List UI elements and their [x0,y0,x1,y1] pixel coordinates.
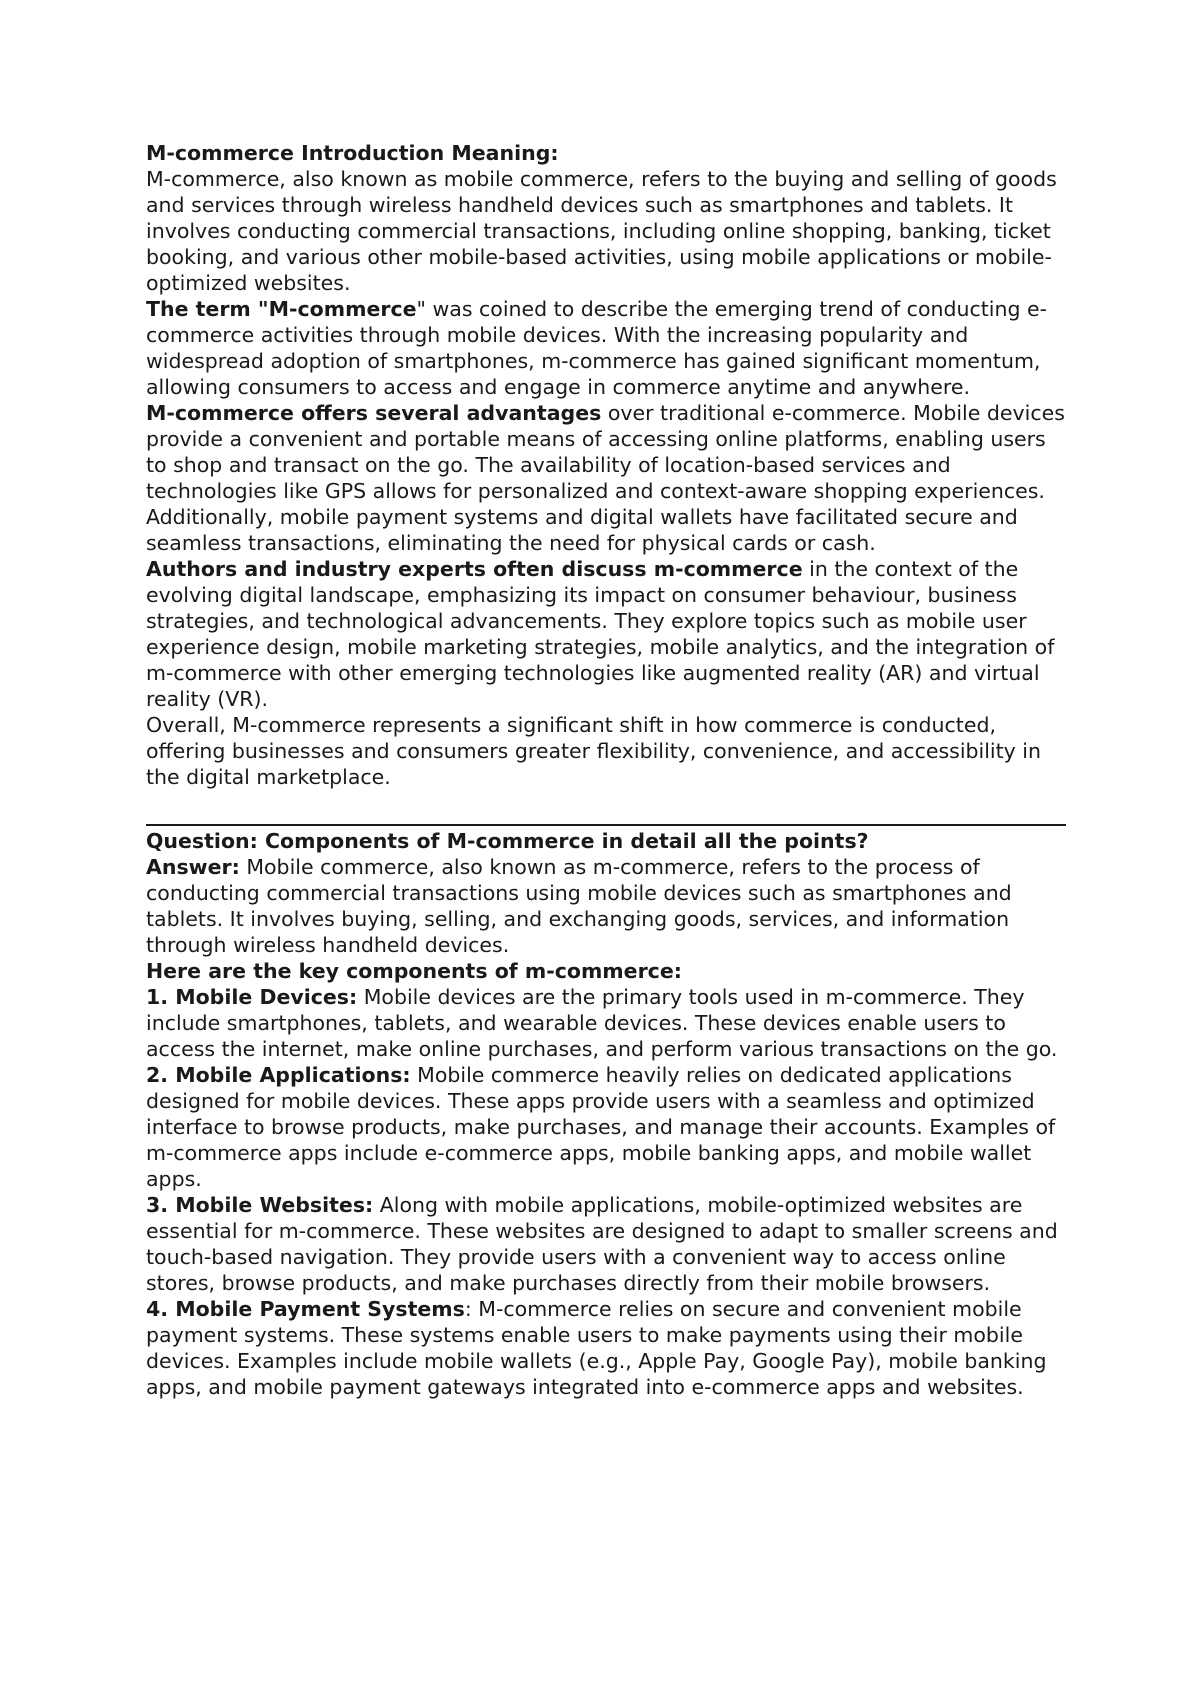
experts-lead: Authors and industry experts often discuss m-commerce [146,557,803,581]
component-text: Mobile commerce heavily relies on dedicated applications designed for mobile devices. These apps provide users with a seamless and optimized interface to browse products, make purchases, and manage their accounts. Examples of m-commerce apps include e-commerce apps, mobile banking apps, and mobile wallet apps. [146,1063,1056,1191]
component-item-mobile-devices [146,984,1066,1062]
component-label: 4. Mobile Payment Systems [146,1297,465,1321]
component-item-mobile-websites [146,1192,1066,1296]
question-heading: Question: Components of M-commerce in detail all the points? [146,829,869,853]
answer-label: Answer: [146,855,240,879]
experts-rest: in the context of the evolving digital landscape, emphasizing its impact on consumer behaviour, business strategies, and technological advancements. They explore topics such as mobile user experience design, mobile marketing strategies, mobile analytics, and the integration of m-commerce with other emerging technologies like augmented reality (AR) and virtual reality (VR). [146,557,1055,711]
intro-paragraph-1: M-commerce, also known as mobile commerce, refers to the buying and selling of goods and services through wireless handheld devices such as smartphones and tablets. It involves conducting commercial transactions, including online shopping, banking, ticket booking, and various other mobile-based activities, using mobile applications or mobile-optimized websites. [146,167,1057,295]
component-item-mobile-payment-systems [146,1296,1066,1400]
answer-paragraph [146,854,1066,958]
component-label: 1. Mobile Devices: [146,985,358,1009]
intro-paragraph-5: Overall, M-commerce represents a significant shift in how commerce is conducted, offering businesses and consumers greater flexibility, convenience, and accessibility in the digital marketplace. [146,713,1041,789]
component-text: : M-commerce relies on secure and convenient mobile payment systems. These systems enable users to make payments using their mobile devices. Examples include mobile wallets (e.g., Apple Pay, Google Pay), mobile banking apps, and mobile payment gateways integrated into e-commerce apps and websites. [146,1297,1047,1399]
component-text: Along with mobile applications, mobile-optimized websites are essential for m-commerce. These websites are designed to adapt to smaller screens and touch-based navigation. They provide users with a convenient way to access online stores, browse products, and make purchases directly from their mobile browsers. [146,1193,1058,1295]
term-quote-end: " [416,297,426,321]
advantages-rest: over traditional e-commerce. Mobile devices provide a convenient and portable means of accessing online platforms, enabling users to shop and transact on the go. The availability of location-based services and technologies like GPS allows for personalized and context-aware shopping experiences. Additionally, mobile payment systems and digital wallets have facilitated secure and seamless transactions, eliminating the need for physical cards or cash. [146,401,1065,555]
term-lead: The term "M-commerce [146,297,417,321]
component-label: 3. Mobile Websites: [146,1193,374,1217]
term-rest: was coined to describe the emerging trend of conducting e-commerce activities through mobile devices. With the increasing popularity and widespread adoption of smartphones, m-commerce has gained significant momentum, allowing consumers to access and engage in commerce anytime and anywhere. [146,297,1048,399]
components-heading: Here are the key components of m-commerce: [146,959,682,983]
intro-paragraph-4 [146,556,1066,712]
advantages-lead: M-commerce offers several advantages [146,401,602,425]
intro-paragraph-2 [146,296,1066,400]
component-text: Mobile devices are the primary tools used in m-commerce. They include smartphones, tablets, and wearable devices. These devices enable users to access the internet, make online purchases, and perform various transactions on the go. [146,985,1058,1061]
component-item-mobile-applications [146,1062,1066,1192]
component-label: 2. Mobile Applications: [146,1063,411,1087]
intro-paragraph-3 [146,400,1066,556]
document-page [146,140,1066,1400]
intro-heading: M-commerce Introduction Meaning: [146,141,559,165]
answer-text: Mobile commerce, also known as m-commerce, refers to the process of conducting commercial transactions using mobile devices such as smartphones and tablets. It involves buying, selling, and exchanging goods, services, and information through wireless handheld devices. [146,855,1012,957]
section-divider [146,824,1066,826]
section-spacer [146,790,1066,816]
